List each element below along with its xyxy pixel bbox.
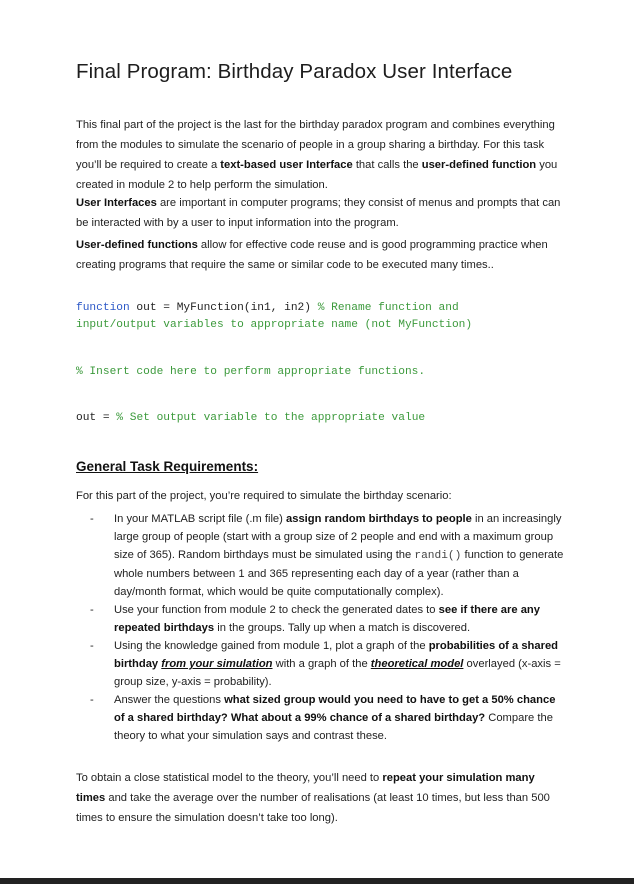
inline-code: randi() [414, 550, 462, 562]
dash-bullet: - [90, 694, 94, 706]
text-run: This final part of the project is the last for the birthday paradox program and combines everything from the modules to simulate the scenario of people in a group sharing a birthday. For this task you’ll be required to create a [76, 119, 555, 171]
code-comment: % Rename function and [317, 302, 459, 314]
dash-bullet: - [90, 640, 94, 652]
text-run: Compare the theory to what your simulation says and contrast these. [114, 712, 553, 742]
code-comment: % Insert code here to perform appropriate functions. [76, 366, 426, 378]
text-run: overlayed (x-axis = group size, y-axis = probability). [114, 658, 561, 688]
code-text: out = MyFunction(in1, in2) [129, 302, 318, 314]
list-item [76, 691, 566, 745]
page-title: Final Program: Birthday Paradox User Interface [76, 60, 513, 83]
text-run: and take the average over the number of realisations (at least 10 times, but less than 500 times to ensure the simulation doesn’t take too long). [76, 792, 550, 824]
code-comment: input/output variables to appropriate name (not MyFunction) [76, 319, 473, 331]
list-item [76, 637, 566, 691]
text-run: function to generate whole numbers between 1 and 365 representing each day of a year (rather than a day/month format, which would be quite computationally complex). [114, 549, 564, 598]
intro-paragraph-2 [76, 193, 566, 233]
bold-text: see if there are any repeated birthdays [114, 604, 540, 634]
list-item [76, 510, 566, 601]
section-heading: General Task Requirements: [76, 459, 259, 474]
page-bottom-edge [0, 878, 634, 884]
text-run: you created in module 2 to help perform the simulation. [76, 159, 558, 191]
requirements-intro: For this part of the project, you’re required to simulate the birthday scenario: [76, 490, 452, 502]
bold-text: assign random birthdays to people [286, 513, 472, 525]
bold-text: what sized group would you need to have to get a 50% chance of a shared birthday? What about a 99% chance of a shared birthday? [114, 694, 556, 724]
text-run: Answer the questions [114, 694, 225, 706]
bold-text: probabilities of a shared birthday [114, 640, 559, 670]
text-run: Use your function from module 2 to check the generated dates to [114, 604, 439, 616]
text-run: In your MATLAB script file (.m file) [114, 513, 286, 525]
code-block-function-header [76, 300, 576, 334]
intro-paragraph-1 [76, 115, 566, 195]
bold-text: repeat your simulation many times [76, 772, 535, 804]
intro-paragraph-3 [76, 235, 566, 275]
text-run: Using the knowledge gained from module 1, plot a graph of the [114, 640, 429, 652]
text-run: with a graph of the [272, 658, 371, 670]
requirements-list [76, 510, 566, 745]
bold-italic-underlined-text: theoretical model [370, 658, 464, 670]
text-run: in an increasingly large group of people (start with a group size of 2 people and end with a maximum group size of 365). Random birthdays must be simulated using the [114, 513, 562, 561]
text-run: in the groups. Tally up when a match is discovered. [214, 622, 471, 634]
dash-bullet: - [90, 513, 94, 525]
bold-text: text-based user Interface [220, 159, 353, 171]
closing-paragraph [76, 768, 566, 828]
bold-text: User Interfaces [76, 197, 157, 209]
code-block-insert-comment [76, 364, 576, 381]
text-run: allow for effective code reuse and is good programming practice when creating programs that require the same or similar code to be executed many times.. [76, 239, 548, 271]
text-run: that calls the [352, 159, 422, 171]
bold-text: user-defined function [421, 159, 537, 171]
code-keyword: function [76, 302, 130, 314]
bold-italic-underlined-text: from your simulation [161, 658, 273, 670]
code-comment: % Set output variable to the appropriate value [116, 412, 426, 424]
text-run: are important in computer programs; they consist of menus and prompts that can be interacted with by a user to input information into the program. [76, 197, 561, 229]
code-text: out = [76, 412, 117, 424]
bold-text: User-defined functions [76, 239, 198, 251]
dash-bullet: - [90, 604, 94, 616]
code-block-output [76, 410, 576, 427]
list-item [76, 601, 566, 637]
text-run: To obtain a close statistical model to the theory, you’ll need to [76, 772, 383, 784]
